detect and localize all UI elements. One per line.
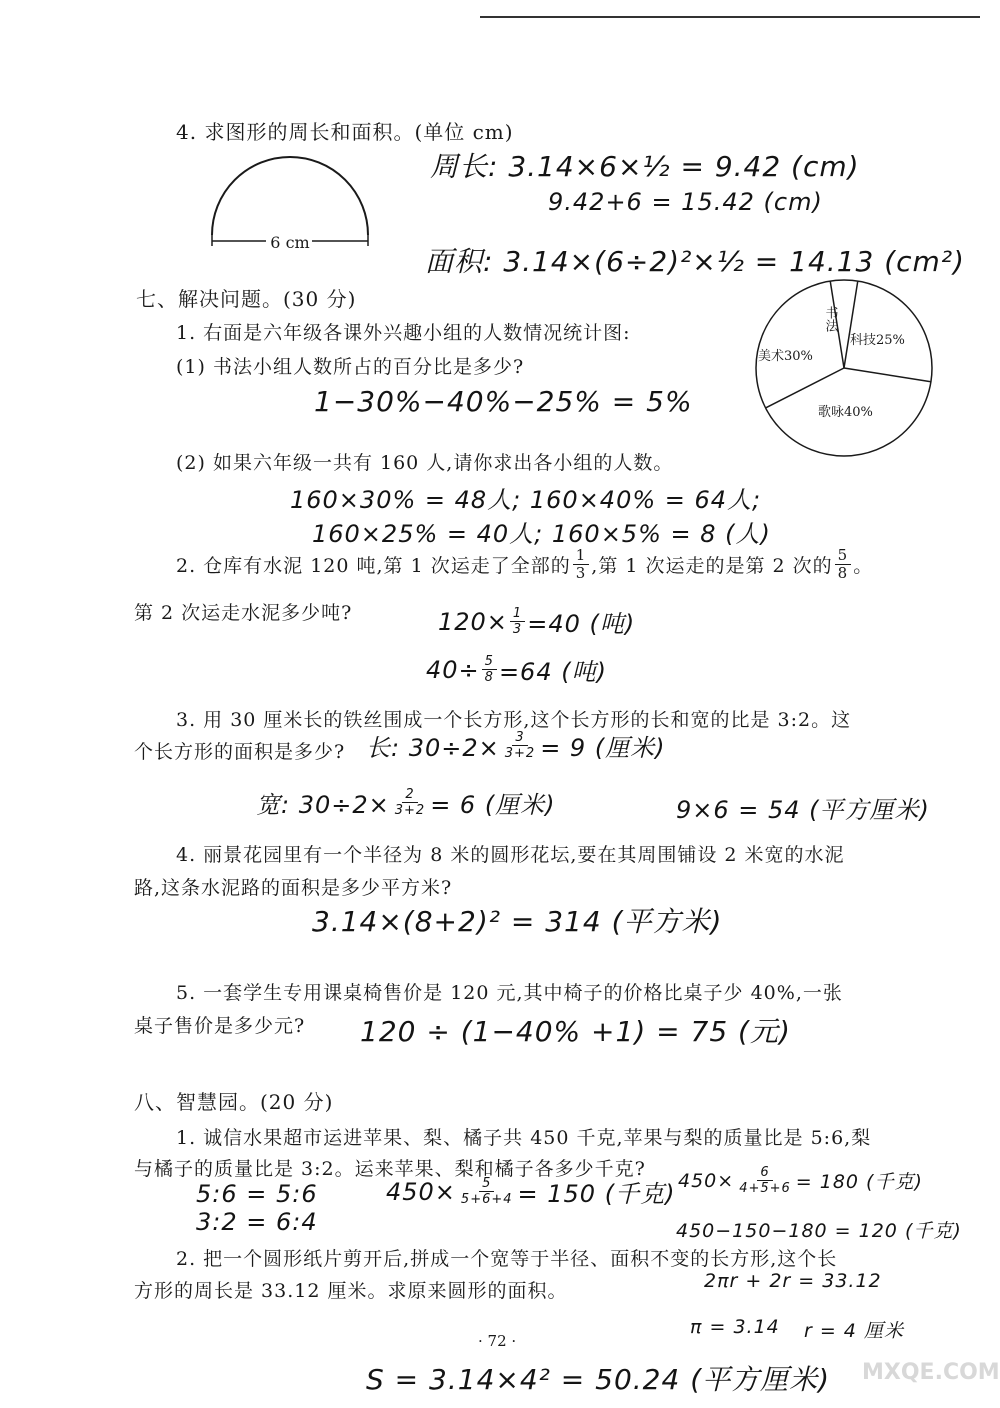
s8q1-hw-a1-den: 5+6+4 xyxy=(460,1192,513,1207)
q2-hw1-b: =40 (吨) xyxy=(527,610,636,638)
s8q2-hw2: π = 3.14 xyxy=(690,1316,780,1338)
s8q1-hw-a1-num: 5 xyxy=(479,1177,494,1192)
q3-hw-len-frac xyxy=(502,731,538,760)
s8q1-hw-orange: 450−150−180 = 120 (千克) xyxy=(676,1220,962,1242)
q2-frac1-num: 1 xyxy=(573,548,590,565)
q2-text-c: 。 xyxy=(853,555,874,577)
q2-frac2-num: 5 xyxy=(835,548,852,565)
pie-chart xyxy=(752,276,936,460)
q4b-hw: 3.14×(8+2)² = 314 (平方米) xyxy=(312,905,723,938)
q2-frac1 xyxy=(573,548,590,581)
watermark-logo: MXQE.COM xyxy=(862,1360,1000,1385)
q4b-line2: 路,这条水泥路的面积是多少平方米? xyxy=(134,877,453,899)
s8q2-line2: 方形的周长是 33.12 厘米。求原来圆形的面积。 xyxy=(134,1280,568,1302)
q1-hw2a: 160×30% = 48人; 160×40% = 64人; xyxy=(290,486,762,514)
q3-hw-width xyxy=(256,785,556,820)
section-7-title: 七、解决问题。(30 分) xyxy=(136,287,357,311)
pie-divider-3 xyxy=(766,368,844,408)
q4-hw-perimeter-2: 9.42+6 = 15.42 (cm) xyxy=(548,188,823,216)
q3-line2: 个长方形的面积是多少? xyxy=(134,741,346,763)
s8q1-line1: 1. 诚信水果超市运进苹果、梨、橘子共 450 千克,苹果与梨的质量比是 5:6,梨 xyxy=(176,1127,872,1149)
q1-text: 1. 右面是六年级各课外兴趣小组的人数情况统计图: xyxy=(176,322,631,344)
q3-hw-wid-num: 2 xyxy=(402,788,417,803)
pie-label-geyong: 歌咏40% xyxy=(818,405,873,420)
pie-divider-1 xyxy=(844,281,858,368)
s8q1-hw-a2-frac xyxy=(736,1166,794,1195)
s8q1-hw-ratio1: 5:6 = 5:6 xyxy=(196,1180,318,1208)
q2-frac2-den: 8 xyxy=(837,564,849,582)
q4-hw-area: 面积: 3.14×(6÷2)²×½ = 14.13 (cm²) xyxy=(425,245,965,278)
q5-hw: 120 ÷ (1−40% +1) = 75 (元) xyxy=(360,1015,791,1048)
s8q1-line2: 与橘子的质量比是 3:2。运来苹果、梨和橘子各多少千克? xyxy=(134,1158,646,1180)
s8q2-hw1: 2πr + 2r = 33.12 xyxy=(704,1270,882,1292)
q3-hw-wid-b: = 6 (厘米) xyxy=(430,791,556,819)
q1-hw1: 1−30%−40%−25% = 5% xyxy=(314,385,693,418)
q3-line1: 3. 用 30 厘米长的铁丝围成一个长方形,这个长方形的长和宽的比是 3:2。这 xyxy=(176,709,852,731)
s8q1-hw-a2-den: 4+5+6 xyxy=(739,1181,791,1196)
q3-hw-len-a: 长: 30÷2× xyxy=(366,734,500,762)
s8q1-hw-a2-b: = 180 (千克) xyxy=(795,1171,923,1193)
q5-line1: 5. 一套学生专用课桌椅售价是 120 元,其中椅子的价格比桌子少 40%,一张 xyxy=(176,982,843,1004)
s8q1-hw-pear xyxy=(678,1166,923,1195)
q3-hw-area: 9×6 = 54 (平方厘米) xyxy=(676,796,930,824)
q3-hw-wid-a: 宽: 30÷2× xyxy=(256,791,390,819)
s8q2-hw4: S = 3.14×4² = 50.24 (平方厘米) xyxy=(366,1363,831,1396)
semicircle-figure xyxy=(200,150,380,260)
q2-hw1-num: 1 xyxy=(510,607,525,622)
q2-hw1-a: 120× xyxy=(438,607,508,636)
s8q1-hw-a1-b: = 150 (千克) xyxy=(517,1180,676,1208)
q2-line1 xyxy=(176,548,873,581)
q3-hw-len-den: 3+2 xyxy=(504,746,536,761)
q2-hw2-frac xyxy=(482,655,497,684)
q1-sub1: (1) 书法小组人数所占的百分比是多少? xyxy=(176,356,525,378)
q2-hw2 xyxy=(426,652,607,687)
q4b-line1: 4. 丽景花园里有一个半径为 8 米的圆形花坛,要在其周围铺设 2 米宽的水泥 xyxy=(176,844,845,866)
q3-hw-len-b: = 9 (厘米) xyxy=(540,734,666,762)
pie-label-shufa: 书法 xyxy=(822,306,838,332)
semicircle-label: 6 cm xyxy=(270,233,310,252)
q1-hw2b: 160×25% = 40人; 160×5% = 8 (人) xyxy=(312,520,771,548)
q2-hw1 xyxy=(438,604,635,639)
s8q1-hw-apple xyxy=(386,1174,675,1209)
pie-label-keji: 科技25% xyxy=(850,333,905,348)
q3-hw-wid-den: 3+2 xyxy=(394,803,426,818)
q4-hw-perimeter-1: 周长: 3.14×6×½ = 9.42 (cm) xyxy=(430,150,860,183)
q3-hw-len-num: 3 xyxy=(512,731,527,746)
q3-hw-length xyxy=(366,728,666,763)
q4-title: 4. 求图形的周长和面积。(单位 cm) xyxy=(176,120,514,144)
q2-hw2-a: 40÷ xyxy=(426,655,480,684)
q2-frac1-den: 3 xyxy=(575,564,587,582)
q3-hw-wid-frac xyxy=(392,788,428,817)
q2-hw2-num: 5 xyxy=(482,655,497,670)
pie-label-meishu: 美术30% xyxy=(758,349,813,364)
q2-hw1-frac xyxy=(510,607,525,636)
s8q1-hw-ratio2: 3:2 = 6:4 xyxy=(196,1208,318,1236)
q2-frac2 xyxy=(835,548,852,581)
q2-line2: 第 2 次运走水泥多少吨? xyxy=(134,602,353,624)
s8q1-hw-a1-frac xyxy=(458,1177,516,1206)
s8q2-hw3: r = 4 厘米 xyxy=(804,1320,904,1342)
q1-sub2: (2) 如果六年级一共有 160 人,请你求出各小组的人数。 xyxy=(176,452,674,474)
s8q2-line1: 2. 把一个圆形纸片剪开后,拼成一个宽等于半径、面积不变的长方形,这个长 xyxy=(176,1248,838,1270)
q2-hw2-den: 8 xyxy=(484,670,494,685)
s8q1-hw-a1: 450× xyxy=(386,1177,456,1206)
s8q1-hw-a2-num: 6 xyxy=(757,1166,772,1181)
q2-hw2-b: =64 (吨) xyxy=(498,658,607,686)
q2-hw1-den: 3 xyxy=(512,622,523,637)
q5-line2: 桌子售价是多少元? xyxy=(134,1015,306,1037)
s8q1-hw-a2: 450× xyxy=(678,1169,735,1192)
section-8-title: 八、智慧园。(20 分) xyxy=(134,1090,334,1114)
q2-text-a: 2. 仓库有水泥 120 吨,第 1 次运走了全部的 xyxy=(176,555,571,577)
q2-text-b: ,第 1 次运走的是第 2 次的 xyxy=(591,555,833,577)
pie-divider-2 xyxy=(844,368,931,382)
top-rule xyxy=(480,16,980,18)
page-number: · 72 · xyxy=(478,1332,517,1350)
